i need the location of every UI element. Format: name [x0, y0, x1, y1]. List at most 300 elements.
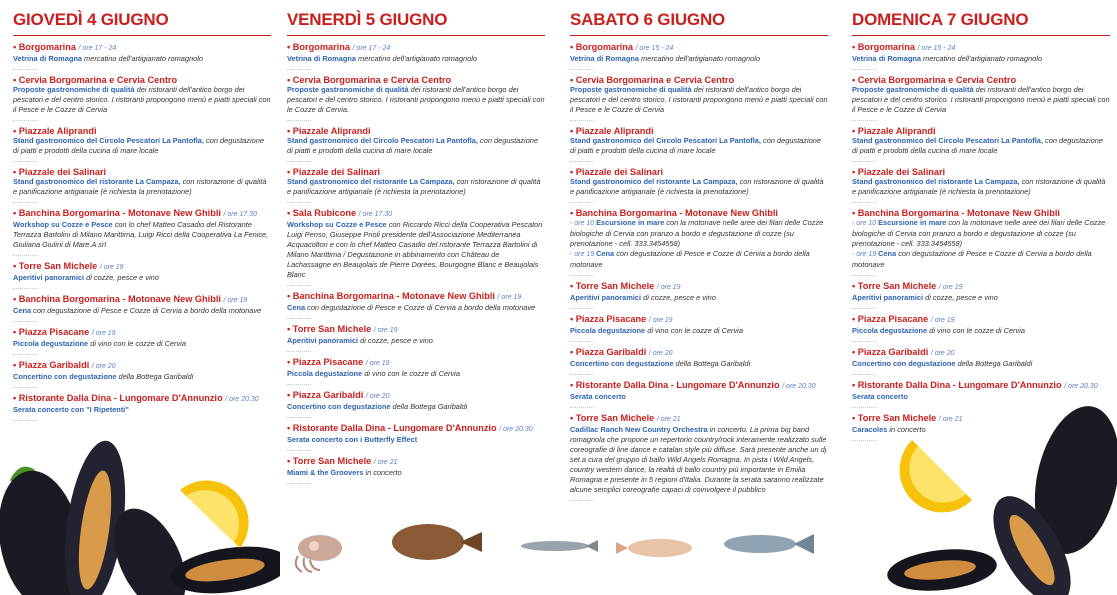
event-header — [570, 42, 828, 54]
event-text: dei ristoranti dell'antico borgo dei pescatori e del centro storico. I ristoranti propongono menù e piatti speciali con le Cozze di Cervia. — [287, 85, 545, 114]
event-text: dei ristoranti dell'antico borgo dei pescatori e del centro storico. I ristoranti propongono menù e piatti speciali con il Pesce e le Cozze di Cervia — [13, 85, 271, 114]
event-time: / ore 19 — [497, 294, 522, 301]
event-separator — [852, 371, 876, 375]
event-separator — [852, 437, 876, 441]
bullet-icon: • — [570, 314, 576, 324]
bullet-icon: • — [852, 281, 858, 291]
bullet-icon: • — [13, 208, 19, 218]
event-item — [13, 208, 271, 256]
event-highlight: Concertino con degustazione — [852, 359, 956, 368]
bullet-icon: • — [13, 126, 19, 136]
event-highlight: Piccola degustazione — [13, 339, 89, 348]
event-header — [13, 294, 271, 306]
event-time: / ore 19 — [99, 264, 124, 271]
bullet-icon: • — [287, 324, 293, 334]
event-highlight: Serata concerto con i Butterfly Effect — [287, 435, 418, 444]
event-separator — [570, 117, 594, 121]
bullet-icon: • — [13, 327, 19, 337]
event-header — [852, 347, 1110, 359]
event-text: di vino con le cozze di Cervia — [88, 339, 186, 348]
event-separator — [852, 117, 876, 121]
event-time: / ore 15 - 24 — [635, 45, 674, 52]
event-text: di vino con le cozze di Cervia — [645, 326, 743, 335]
event-place: Cervia Borgomarina e Cervia Centro — [18, 75, 178, 85]
event-description — [570, 425, 828, 495]
bullet-icon: • — [570, 347, 576, 357]
event-highlight: Escursione in mare — [596, 218, 665, 227]
event-separator — [287, 447, 311, 451]
event-time: / ore 20.30 — [225, 396, 259, 403]
event-item — [13, 360, 271, 388]
event-header — [852, 281, 1110, 293]
event-separator — [287, 117, 311, 121]
event-highlight: Escursione in mare — [878, 218, 947, 227]
event-item — [570, 208, 828, 276]
event-highlight: Proposte gastronomiche di qualità — [13, 85, 135, 94]
event-text: di cozze, pesce e vino — [84, 273, 159, 282]
anchovy-icon — [521, 540, 598, 552]
event-description — [852, 359, 1110, 369]
event-header — [570, 167, 828, 177]
event-separator — [13, 252, 37, 256]
day-column — [852, 10, 1110, 446]
event-separator — [852, 305, 876, 309]
mussels-illustration-right — [882, 400, 1117, 595]
event-subtime: - ore 10 — [852, 220, 879, 227]
event-item — [852, 126, 1110, 162]
event-header — [287, 324, 545, 336]
event-time: / ore 19 — [223, 297, 248, 304]
event-header — [852, 167, 1110, 177]
event-place: Torre San Michele — [857, 281, 937, 291]
event-header — [570, 281, 828, 293]
event-separator — [570, 404, 594, 408]
event-description — [13, 405, 271, 415]
event-highlight: Vetrina di Romagna — [287, 54, 356, 63]
event-text: in concerto — [363, 468, 402, 477]
bullet-icon: • — [570, 167, 576, 177]
event-time: / ore 19 — [938, 284, 963, 291]
event-header — [852, 42, 1110, 54]
bullet-icon: • — [852, 347, 858, 357]
event-separator — [287, 381, 311, 385]
event-item — [570, 75, 828, 121]
event-time: / ore 19 — [91, 330, 116, 337]
event-header — [570, 413, 828, 425]
bullet-icon: • — [852, 167, 858, 177]
event-separator — [852, 338, 876, 342]
event-highlight: Cena — [596, 249, 615, 258]
event-description — [287, 54, 545, 64]
event-description — [570, 326, 828, 336]
event-text: con degustazione di Pesce e Cozze di Cervia a bordo della motonave — [852, 249, 1092, 269]
event-description — [13, 220, 271, 250]
bullet-icon: • — [13, 393, 19, 403]
event-highlight: Miami & the Groovers — [287, 468, 364, 477]
bullet-icon: • — [570, 208, 576, 218]
event-separator — [852, 404, 876, 408]
event-description — [287, 177, 545, 197]
event-description — [570, 54, 828, 64]
event-place: Borgomarina — [292, 42, 350, 52]
event-text: in concerto — [887, 425, 926, 434]
event-text: della Bottega Garibaldi — [116, 372, 194, 381]
event-time: / ore 21 — [373, 459, 398, 466]
bullet-icon: • — [852, 126, 858, 136]
event-highlight: Cena — [878, 249, 897, 258]
event-place: Piazza Pisacane — [575, 314, 647, 324]
event-time: / ore 21 — [938, 416, 963, 423]
event-separator — [570, 158, 594, 162]
event-highlight: Vetrina di Romagna — [852, 54, 921, 63]
event-separator — [13, 66, 37, 70]
event-time: / ore 19 — [365, 360, 390, 367]
bullet-icon: • — [287, 423, 293, 433]
event-item — [13, 167, 271, 203]
event-highlight: Proposte gastronomiche di qualità — [570, 85, 692, 94]
event-place: Piazza Garibaldi — [857, 347, 929, 357]
event-highlight: Stand gastronomico del ristorante La Campaza, — [13, 177, 181, 186]
event-item — [13, 42, 271, 70]
event-header — [13, 208, 271, 220]
bullet-icon: • — [287, 208, 293, 218]
event-subtime: - ore 19 — [570, 251, 597, 258]
event-place: Cervia Borgomarina e Cervia Centro — [857, 75, 1017, 85]
event-place: Ristorante Dalla Dina - Lungomare D'Annunzio — [857, 380, 1062, 390]
event-highlight: Caracoles — [852, 425, 888, 434]
event-highlight: Serata concerto con "I Ripetenti" — [13, 405, 129, 414]
event-header — [570, 314, 828, 326]
event-subtime: - ore 10 — [570, 220, 597, 227]
event-separator — [570, 199, 594, 203]
event-separator — [570, 497, 594, 501]
event-place: Banchina Borgomarina - Motonave New Ghibli — [292, 291, 495, 301]
bullet-icon: • — [570, 380, 576, 390]
event-description — [852, 177, 1110, 197]
event-text: di cozze, pesce e vino — [641, 293, 716, 302]
event-item — [852, 281, 1110, 309]
event-header — [287, 390, 545, 402]
sole-fish-icon — [392, 524, 482, 560]
event-item — [13, 393, 271, 421]
event-header — [570, 126, 828, 136]
event-text: con degustazione di piatti e prodotti della cucina di mare locale — [570, 136, 821, 155]
event-text: della Bottega Garibaldi — [673, 359, 751, 368]
event-header — [570, 75, 828, 85]
event-item — [570, 42, 828, 70]
bullet-icon: • — [287, 167, 293, 177]
event-separator — [570, 272, 594, 276]
event-separator — [570, 371, 594, 375]
event-place: Torre San Michele — [575, 413, 655, 423]
event-header — [287, 357, 545, 369]
event-description — [570, 85, 828, 115]
day-column — [13, 10, 271, 426]
event-header — [13, 42, 271, 54]
bullet-icon: • — [852, 42, 858, 52]
event-highlight: Aperitivi panoramici — [570, 293, 642, 302]
event-description — [287, 303, 545, 313]
event-text: con la motonave nelle aree dei filari delle Cozze biologiche di Cervia con pranzo a bordo e degustazione di cozze (su prenotazione - cell. 333.3454558) — [852, 218, 1106, 248]
event-separator — [287, 414, 311, 418]
event-header — [287, 208, 545, 220]
event-separator — [287, 199, 311, 203]
event-highlight: Aperitivi panoramici — [13, 273, 85, 282]
event-item — [287, 75, 545, 121]
event-time: / ore 19 — [656, 284, 681, 291]
event-description — [852, 218, 1110, 270]
event-place: Banchina Borgomarina - Motonave New Ghibli — [575, 208, 778, 218]
event-description — [287, 435, 545, 445]
event-highlight: Stand gastronomico del ristorante La Campaza, — [852, 177, 1020, 186]
event-description — [570, 218, 828, 270]
events-list — [570, 42, 828, 501]
bullet-icon: • — [287, 291, 293, 301]
event-header — [852, 314, 1110, 326]
event-place: Ristorante Dalla Dina - Lungomare D'Annunzio — [575, 380, 780, 390]
event-text: con degustazione di piatti e prodotti della cucina di mare locale — [852, 136, 1103, 155]
event-place: Piazza Garibaldi — [575, 347, 647, 357]
event-description — [852, 136, 1110, 156]
event-place: Piazzale dei Salinari — [292, 167, 381, 177]
event-item — [852, 167, 1110, 203]
event-place: Piazzale dei Salinari — [857, 167, 946, 177]
event-text: di vino con le cozze di Cervia — [362, 369, 460, 378]
events-list — [287, 42, 545, 484]
event-time: / ore 19 — [930, 317, 955, 324]
event-text: con lo chef Matteo Casadio del Ristorante Terrazza Bartolini di Milano Marittima, Luigi Ricci della Cooperativa La Fenice, Giuliana Giulini di Mare.A srl — [13, 220, 269, 249]
event-header — [13, 261, 271, 273]
event-item — [852, 75, 1110, 121]
event-place: Borgomarina — [18, 42, 76, 52]
event-time: / ore 20.30 — [1064, 383, 1098, 390]
event-separator — [287, 315, 311, 319]
event-text: con degustazione di piatti e prodotti della cucina di mare locale — [287, 136, 538, 155]
event-highlight: Stand gastronomico del Circolo Pescatori La Pantofla, — [287, 136, 478, 145]
event-header — [852, 75, 1110, 85]
bullet-icon: • — [287, 126, 293, 136]
event-description — [287, 336, 545, 346]
event-highlight: Cena — [287, 303, 306, 312]
event-highlight: Serata concerto — [570, 392, 626, 401]
event-item — [13, 294, 271, 322]
event-header — [570, 380, 828, 392]
event-place: Banchina Borgomarina - Motonave New Ghibli — [18, 294, 221, 304]
event-highlight: Concertino con degustazione — [287, 402, 391, 411]
event-time: / ore 19 — [648, 317, 673, 324]
bullet-icon: • — [852, 208, 858, 218]
event-highlight: Proposte gastronomiche di qualità — [852, 85, 974, 94]
event-highlight: Proposte gastronomiche di qualità — [287, 85, 409, 94]
event-header — [287, 126, 545, 136]
bullet-icon: • — [287, 390, 293, 400]
bullet-icon: • — [13, 167, 19, 177]
bullet-icon: • — [13, 360, 19, 370]
event-text: mercatino dell'artigianato romagnolo — [639, 54, 760, 63]
event-description — [852, 326, 1110, 336]
event-header — [287, 291, 545, 303]
bullet-icon: • — [570, 75, 576, 85]
event-text: dei ristoranti dell'antico borgo dei pescatori e del centro storico. I ristoranti propongono menù e piatti speciali con il Pesce e le Cozze di Cervia — [570, 85, 828, 114]
event-highlight: Vetrina di Romagna — [13, 54, 82, 63]
event-highlight: Concertino con degustazione — [13, 372, 117, 381]
event-separator — [13, 318, 37, 322]
event-highlight: Stand gastronomico del Circolo Pescatori La Pantofla, — [570, 136, 761, 145]
event-item — [570, 314, 828, 342]
event-time: / ore 21 — [656, 416, 681, 423]
event-header — [852, 208, 1110, 218]
event-highlight: Cena — [13, 306, 32, 315]
event-text: con degustazione di piatti e prodotti della cucina di mare locale — [13, 136, 264, 155]
event-place: Cervia Borgomarina e Cervia Centro — [575, 75, 735, 85]
event-item — [570, 126, 828, 162]
event-description — [287, 468, 545, 478]
event-description — [852, 85, 1110, 115]
event-highlight: Cadillac Ranch New Country Orchestra — [570, 425, 708, 434]
day-column — [287, 10, 545, 489]
bullet-icon: • — [570, 413, 576, 423]
event-highlight: Stand gastronomico del Circolo Pescatori La Pantofla, — [13, 136, 204, 145]
event-item — [287, 423, 545, 451]
bullet-icon: • — [570, 281, 576, 291]
event-header — [852, 126, 1110, 136]
event-item — [570, 167, 828, 203]
event-separator — [287, 282, 311, 286]
event-header — [287, 75, 545, 85]
event-item — [287, 291, 545, 319]
event-description — [13, 273, 271, 283]
event-highlight: Concertino con degustazione — [570, 359, 674, 368]
event-text: con ristorazione di qualità e panificazione artigianale (è richiesta la prenotazione) — [852, 177, 1106, 196]
event-place: Banchina Borgomarina - Motonave New Ghibli — [857, 208, 1060, 218]
event-text: di cozze, pesce e vino — [358, 336, 433, 345]
bullet-icon: • — [287, 357, 293, 367]
event-separator — [287, 158, 311, 162]
event-text: dei ristoranti dell'antico borgo dei pescatori e del centro storico. I ristoranti propongono menù e piatti speciali con il Pesce e le Cozze di Cervia — [852, 85, 1110, 114]
event-highlight: Stand gastronomico del ristorante La Campaza, — [287, 177, 455, 186]
event-item — [287, 390, 545, 418]
mullet-fish-icon — [724, 534, 814, 554]
event-text: con ristorazione di qualità e panificazione artigianale (è richiesta la prenotazione) — [13, 177, 267, 196]
event-description — [287, 402, 545, 412]
event-separator — [287, 66, 311, 70]
event-separator — [13, 117, 37, 121]
event-place: Banchina Borgomarina - Motonave New Ghibli — [18, 208, 221, 218]
event-text: con degustazione di Pesce e Cozze di Cervia a bordo della motonave — [305, 303, 536, 312]
event-place: Piazzale dei Salinari — [18, 167, 107, 177]
day-title: SABATO 6 GIUGNO — [570, 10, 828, 36]
event-description — [13, 85, 271, 115]
event-time: / ore 15 - 24 — [917, 45, 956, 52]
event-highlight: Workshop su Cozze e Pesce — [13, 220, 113, 229]
event-separator — [13, 384, 37, 388]
event-header — [13, 126, 271, 136]
bullet-icon: • — [287, 42, 293, 52]
event-time: / ore 20 — [365, 393, 390, 400]
event-item — [287, 208, 545, 286]
event-header — [13, 327, 271, 339]
event-description — [287, 136, 545, 156]
event-separator — [13, 199, 37, 203]
event-text: della Bottega Garibaldi — [955, 359, 1033, 368]
event-item — [13, 75, 271, 121]
event-text: di vino con le cozze di Cervia — [927, 326, 1025, 335]
event-time: / ore 20 — [648, 350, 673, 357]
events-list — [852, 42, 1110, 441]
event-separator — [13, 158, 37, 162]
event-text: con ristorazione di qualità e panificazione artigianale (è richiesta la prenotazione) — [570, 177, 824, 196]
event-place: Torre San Michele — [575, 281, 655, 291]
event-description — [13, 372, 271, 382]
event-time: / ore 20.30 — [499, 426, 533, 433]
bullet-icon: • — [13, 261, 19, 271]
event-time: / ore 17 - 24 — [352, 45, 391, 52]
event-description — [287, 220, 545, 280]
event-header — [570, 208, 828, 218]
event-place: Piazzale Aliprandi — [18, 126, 97, 136]
event-description — [570, 359, 828, 369]
event-place: Piazzale Aliprandi — [575, 126, 654, 136]
event-header — [287, 167, 545, 177]
event-text: con la motonave nelle aree dei filari delle Cozze biologiche di Cervia con pranzo a bordo e degustazione di cozze (su prenotazione - cell. 333.3454558) — [570, 218, 824, 248]
event-description — [852, 293, 1110, 303]
bullet-icon: • — [570, 42, 576, 52]
event-header — [13, 75, 271, 85]
event-text: mercatino dell'artigianato romagnolo — [921, 54, 1042, 63]
event-time: / ore 19 — [373, 327, 398, 334]
event-header — [570, 347, 828, 359]
event-text: della Bottega Garibaldi — [390, 402, 468, 411]
squid-icon — [296, 535, 342, 572]
event-separator — [13, 285, 37, 289]
event-description — [570, 177, 828, 197]
events-list — [13, 42, 271, 421]
event-text: mercatino dell'artigianato romagnolo — [356, 54, 477, 63]
event-highlight: Stand gastronomico del Circolo Pescatori La Pantofla, — [852, 136, 1043, 145]
event-place: Borgomarina — [857, 42, 915, 52]
event-item — [287, 357, 545, 385]
day-title: DOMENICA 7 GIUGNO — [852, 10, 1110, 36]
event-description — [13, 339, 271, 349]
event-header — [287, 42, 545, 54]
mantis-shrimp-icon — [616, 539, 692, 557]
event-description — [13, 306, 271, 316]
bullet-icon: • — [852, 314, 858, 324]
bullet-icon: • — [13, 75, 19, 85]
event-description — [570, 293, 828, 303]
event-time: / ore 17.30 — [358, 211, 393, 218]
event-highlight: Aperitivi panoramici — [287, 336, 359, 345]
event-description — [852, 54, 1110, 64]
event-separator — [852, 158, 876, 162]
event-place: Sala Rubicone — [292, 208, 357, 218]
bullet-icon: • — [852, 413, 858, 423]
event-separator — [852, 199, 876, 203]
event-header — [287, 423, 545, 435]
event-header — [852, 380, 1110, 392]
event-time: / ore 17 - 24 — [78, 45, 117, 52]
event-description — [287, 369, 545, 379]
day-title: GIOVEDÌ 4 GIUGNO — [13, 10, 271, 36]
day-title: VENERDÌ 5 GIUGNO — [287, 10, 545, 36]
event-time: / ore 20 — [91, 363, 116, 370]
event-separator — [570, 338, 594, 342]
event-highlight: Piccola degustazione — [287, 369, 363, 378]
event-text: con degustazione di Pesce e Cozze di Cervia a bordo della motonave — [31, 306, 262, 315]
event-description — [13, 177, 271, 197]
event-description — [570, 392, 828, 402]
event-highlight: Stand gastronomico del ristorante La Campaza, — [570, 177, 738, 186]
